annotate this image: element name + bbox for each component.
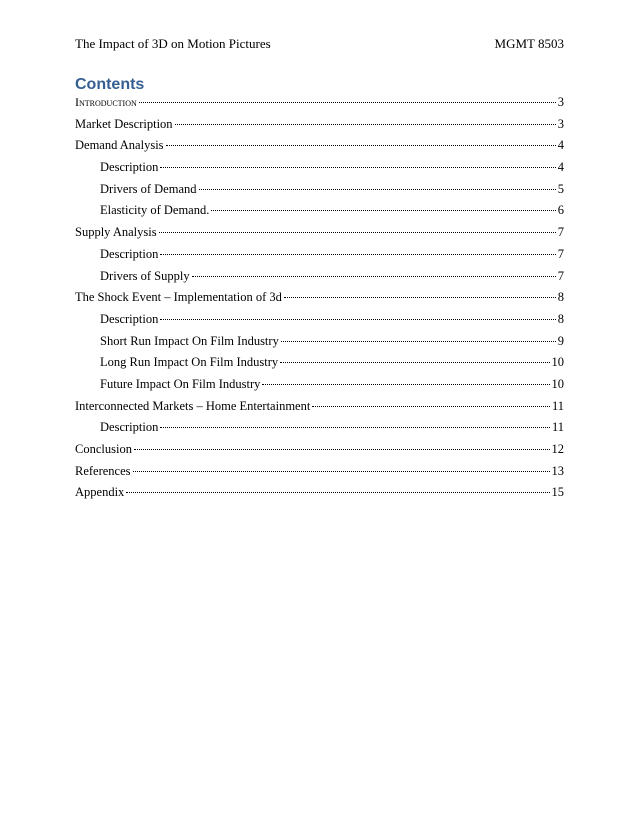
toc-entry-appendix[interactable] [75,484,564,506]
toc-entry-page: 4 [557,160,564,175]
toc-entry-page: 7 [557,246,564,261]
toc-entry-conclusion[interactable] [75,441,564,463]
dot-leader [211,210,555,211]
toc-entry-label: Interconnected Markets – Home Entertainment [75,398,311,413]
toc-entry-label: Supply Analysis [75,225,157,240]
toc-entry-label: Future Impact On Film Industry [100,376,261,391]
dot-leader [126,492,549,493]
toc-entry-shock-event[interactable] [75,289,564,311]
toc-entry-page: 5 [557,181,564,196]
toc-entry-page: 7 [557,268,564,283]
toc-entry-label: Short Run Impact On Film Industry [100,333,279,348]
toc-entry-page: 8 [557,311,564,326]
toc-entry-future-impact[interactable] [75,376,564,398]
dot-leader [159,232,556,233]
toc-entry-page: 6 [557,203,564,218]
page-header [75,36,564,52]
toc-entry-label: Market Description [75,116,173,131]
toc-entry-label: Drivers of Supply [100,268,190,283]
toc-entry-page: 8 [557,290,564,305]
toc-entry-shock-description[interactable] [75,311,564,333]
toc-entry-page: 10 [551,355,564,370]
toc-entry-demand-description[interactable] [75,159,564,181]
toc-entry-supply-analysis[interactable] [75,224,564,246]
dot-leader [280,362,549,363]
toc-entry-label: Description [100,246,159,261]
toc-entry-markets-description[interactable] [75,419,564,441]
toc-entry-long-run-impact[interactable] [75,354,564,376]
toc-entry-page: 7 [557,225,564,240]
toc-entry-page: 12 [551,442,564,456]
dot-leader [160,319,555,320]
toc-entry-market-description[interactable] [75,116,564,138]
toc-entry-demand-analysis[interactable] [75,137,564,159]
toc-entry-label: Conclusion [75,442,132,456]
header-title: The Impact of 3D on Motion Pictures [75,36,271,51]
toc-entry-page: 3 [557,95,564,109]
toc-entry-label: Introduction [75,95,137,109]
toc-entry-page: 4 [557,138,564,153]
dot-leader [134,449,550,450]
table-of-contents [75,94,564,506]
dot-leader [312,406,550,407]
toc-entry-page: 10 [551,376,564,391]
toc-entry-label: Description [100,311,159,326]
toc-entry-label: Drivers of Demand [100,181,197,196]
toc-heading: Contents [75,76,145,93]
toc-entry-label: Demand Analysis [75,138,164,153]
header-course-code: MGMT 8503 [494,36,564,51]
toc-entry-page: 13 [551,463,564,478]
dot-leader [199,189,556,190]
toc-entry-drivers-of-demand[interactable] [75,181,564,203]
toc-entry-page: 11 [551,420,564,435]
dot-leader [192,276,556,277]
toc-entry-supply-description[interactable] [75,246,564,268]
dot-leader [160,167,555,168]
toc-entry-page: 11 [551,398,564,413]
toc-entry-label: Description [100,420,159,435]
dot-leader [262,384,549,385]
dot-leader [139,102,556,103]
dot-leader [175,124,556,125]
toc-entry-label: References [75,463,131,478]
toc-entry-introduction[interactable] [75,94,564,116]
toc-entry-page: 3 [557,116,564,131]
toc-entry-short-run-impact[interactable] [75,333,564,355]
toc-entry-elasticity-of-demand[interactable] [75,202,564,224]
toc-entry-label: Appendix [75,485,125,500]
toc-entry-label: Long Run Impact On Film Industry [100,355,279,370]
dot-leader [166,145,556,146]
dot-leader [284,297,556,298]
toc-entry-page: 15 [551,485,564,500]
dot-leader [160,427,550,428]
toc-entry-drivers-of-supply[interactable] [75,268,564,290]
dot-leader [281,341,556,342]
toc-entry-label: Elasticity of Demand. [100,203,210,218]
toc-entry-page: 9 [557,333,564,348]
dot-leader [160,254,555,255]
toc-entry-references[interactable] [75,463,564,485]
toc-entry-label: Description [100,160,159,175]
dot-leader [133,471,550,472]
toc-entry-interconnected-markets[interactable] [75,398,564,420]
toc-entry-label: The Shock Event – Implementation of 3d [75,290,282,305]
